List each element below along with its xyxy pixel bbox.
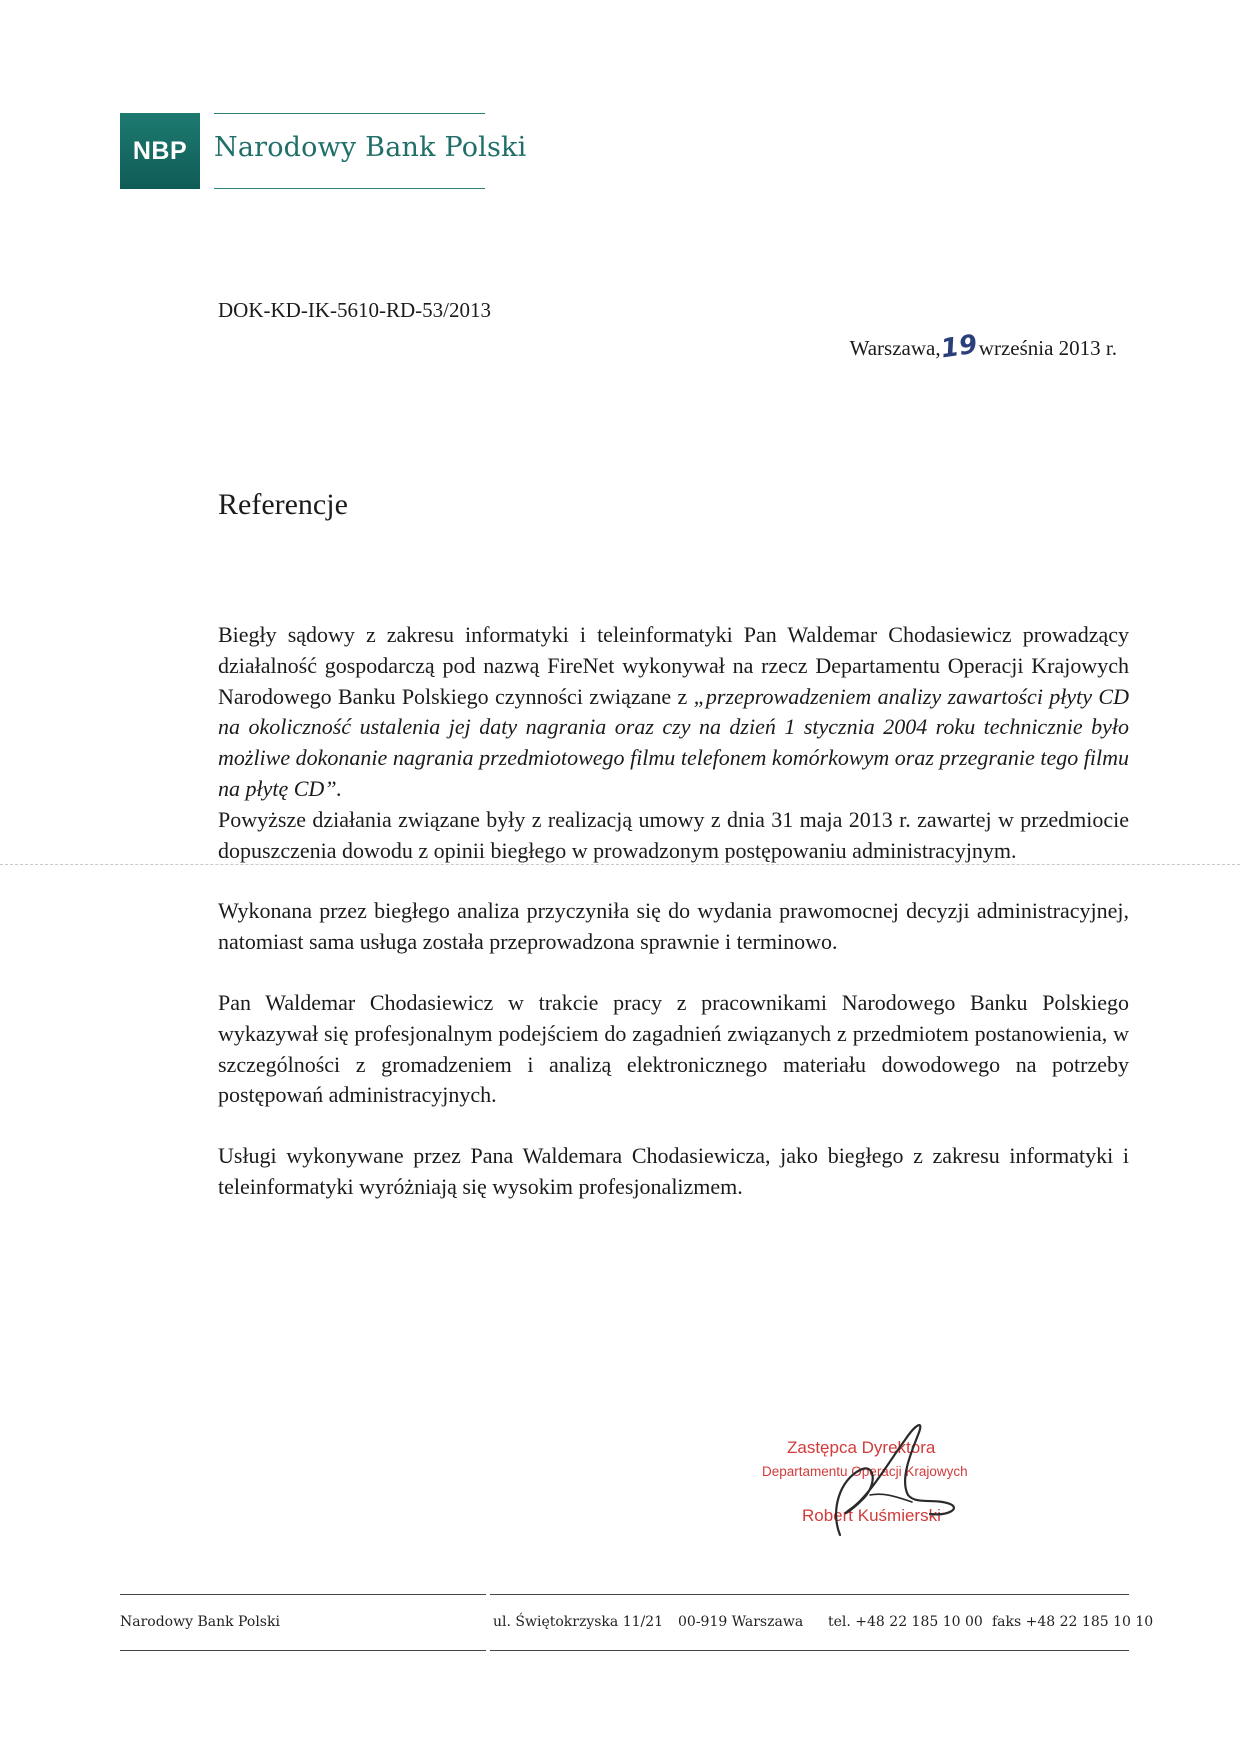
date-city: Warszawa,: [849, 336, 941, 360]
letterhead-rule-bottom: [214, 188, 485, 189]
letterhead-rule-top: [214, 113, 485, 114]
paragraph-3: Wykonana przez biegłego analiza przyczyniła się do wydania prawomocnej decyzji administracyjnej, natomiast sama usługa została przeprowadzona sprawnie i terminowo.: [218, 898, 1129, 955]
footer-rule-left-bottom: [120, 1650, 486, 1651]
footer-fax: faks +48 22 185 10 10: [992, 1614, 1154, 1630]
reference-number: DOK-KD-IK-5610-RD-53/2013: [218, 298, 491, 322]
footer-rule-right-bottom: [490, 1650, 1129, 1651]
paragraph-1: [218, 620, 1129, 805]
footer-postal: 00-919 Warszawa: [678, 1614, 804, 1630]
handwritten-signature: [800, 1400, 1000, 1540]
letterhead-bank-name: Narodowy Bank Polski: [214, 132, 527, 163]
place-and-date: [849, 329, 1117, 365]
paragraph-5: Usługi wykonywane przez Pana Waldemara Chodasiewicza, jako biegłego z zakresu informatyki i teleinformatyki wyróżniają się wysokim profesjonalizmem.: [218, 1143, 1129, 1199]
footer-street: ul. Świętokrzyska 11/21: [493, 1614, 664, 1630]
paragraph-2: Powyższe działania związane były z realizacją umowy z dnia 31 maja 2013 r. zawartej w przedmiocie dopuszczenia dowodu z opinii biegłego w prowadzonym postępowaniu administracyjnym.: [218, 806, 1129, 863]
footer-phone: tel. +48 22 185 10 00: [828, 1614, 983, 1630]
date-day-handwritten: 19: [938, 329, 979, 365]
paragraph-1-intro: Biegły sądowy z zakresu informatyki i teleinformatyki Pan Waldemar Chodasiewicz prowadzący działalność gospodarczą pod nazwą FireNet wykonywał na rzecz Departamentu Operacji Krajowych Narodowego Banku Polskiego czynności związane z: [218, 622, 1129, 709]
paragraph-4: Pan Waldemar Chodasiewicz w trakcie pracy z pracownikami Narodowego Banku Polskiego wykazywał się profesjonalnym podejściem do zagadnień związanych z przedmiotem postanowienia, w szczególności z gromadzeniem i analizą elektronicznego materiału dowodowego na potrzeby postępowań administracyjnych.: [218, 989, 1129, 1108]
stamp-person-name: Robert Kuśmierski: [802, 1506, 941, 1525]
paragraph-1-quote: „przeprowadzeniem analizy zawartości płyty CD na okoliczność ustalenia jej daty nagrania oraz czy na dzień 1 stycznia 2004 roku technicznie było możliwe dokonanie nagrania przedmiotowego filmu telefonem komórkowym oraz przegranie tego filmu na płytę CD”.: [218, 683, 1129, 801]
footer-rule-right-top: [490, 1594, 1129, 1595]
footer-rule-left-top: [120, 1594, 486, 1595]
stamp-title: Zastępca Dyrektora: [787, 1438, 936, 1457]
logo-abbreviation: NBP: [132, 136, 188, 165]
date-month-year: września 2013 r.: [978, 336, 1117, 360]
document-heading: Referencje: [218, 488, 348, 521]
letter-body: [218, 620, 1129, 1203]
stamp-department: Departamentu Operacji Krajowych: [762, 1464, 968, 1479]
nbp-logo: [120, 113, 200, 189]
footer-bank-name: Narodowy Bank Polski: [120, 1614, 280, 1630]
scan-artifact-line: [0, 864, 1240, 865]
